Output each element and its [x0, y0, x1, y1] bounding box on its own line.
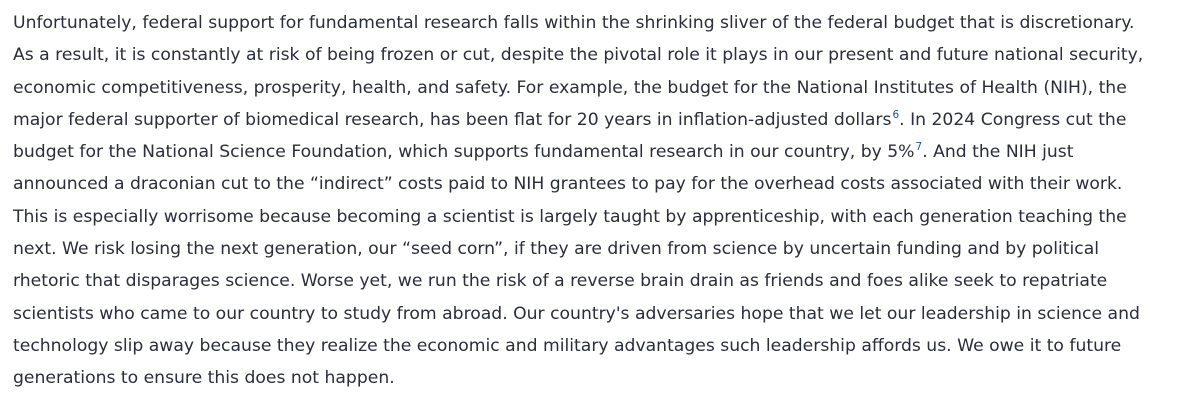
paragraph-line-5-text-b: . And the NIH just	[922, 142, 1074, 163]
footnote-ref-7[interactable]	[916, 141, 923, 153]
paragraph-line-5	[13, 136, 1187, 168]
paragraph-line-3: economic competitiveness, prosperity, health, and safety. For example, the budget for the National Institutes of Health (NIH), the	[13, 77, 1127, 98]
paragraph-line-9: rhetoric that disparages science. Worse yet, we run the risk of a reverse brain drain as friends and foes alike seek to repatriate	[13, 271, 1108, 292]
paragraph-line-4-text-b: . In 2024 Congress cut the	[899, 109, 1127, 130]
footnote-link-6[interactable]: 6	[892, 108, 900, 121]
paragraph-line-1: Unfortunately, federal support for fundamental research falls within the shrinking sliver of the federal budget that is discretionary.	[13, 13, 1135, 33]
paragraph-line-5-text-a: budget for the National Science Foundation, which supports fundamental research in our country, by 5%	[13, 142, 915, 163]
paragraph-line-8: next. We risk losing the next generation, our “seed corn”, if they are driven from science by uncertain funding and by political	[13, 239, 1100, 260]
paragraph-line-10: scientists who came to our country to study from abroad. Our country's adversaries hope that we let our leadership in science and	[13, 303, 1140, 324]
paragraph-line-4	[13, 104, 1187, 136]
paragraph-line-11: technology slip away because they realize the economic and military advantages such leadership affords us. We owe it to future	[13, 335, 1122, 356]
footnote-ref-6[interactable]	[892, 109, 899, 121]
footnote-link-7[interactable]: 7	[915, 141, 923, 154]
paragraph-line-2: As a result, it is constantly at risk of being frozen or cut, despite the pivotal role it plays in our present and future national security,	[13, 45, 1144, 66]
paragraph-line-6: announced a draconian cut to the “indirect” costs paid to NIH grantees to pay for the overhead costs associated with their work.	[13, 174, 1123, 195]
body-paragraph	[13, 7, 1187, 395]
paragraph-line-7: This is especially worrisome because becoming a scientist is largely taught by apprenticeship, with each generation teaching the	[13, 206, 1127, 227]
paragraph-line-4-text-a: major federal supporter of biomedical research, has been flat for 20 years in inflation-adjusted dollars	[13, 109, 892, 130]
paragraph-line-12: generations to ensure this does not happen.	[13, 368, 395, 389]
